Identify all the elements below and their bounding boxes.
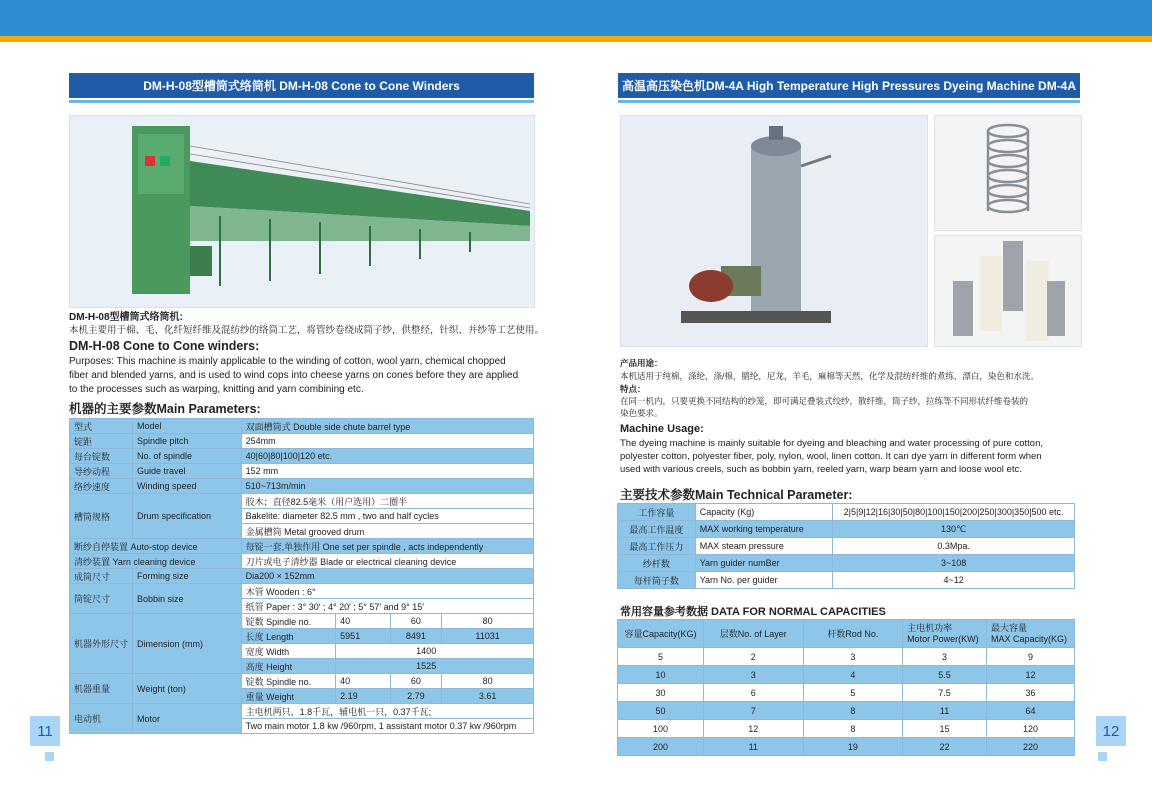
param-row-forming-size xyxy=(70,569,534,584)
param-label: 断纱自停装置 Auto-stop device xyxy=(70,539,242,554)
rod-cell: 8 xyxy=(803,720,902,738)
param-cell: 60 xyxy=(390,674,442,689)
usage-en-line-3: used with various creels, such as bobbin yarn, reeled yarn, warp beam yarn and loose wool etc. xyxy=(620,464,1022,475)
max-capacity-cell: 9 xyxy=(987,648,1075,666)
param-value: Dia200 × 152mm xyxy=(241,569,533,584)
tech-label-en: Yarn guider numBer xyxy=(695,555,833,572)
param-cell: 60 xyxy=(390,614,442,629)
motor-power-cell: 11 xyxy=(903,702,987,720)
feature-cn-line-2: 染色要求。 xyxy=(620,408,663,418)
top-color-bar xyxy=(0,0,1152,36)
tech-value: 3~108 xyxy=(833,555,1075,572)
capacity-table xyxy=(617,619,1075,756)
max-capacity-cell: 120 xyxy=(987,720,1075,738)
page-number-right: 12 xyxy=(1096,716,1126,746)
capacity-title: 常用容量参考数据 DATA FOR NORMAL CAPACITIES xyxy=(620,606,886,618)
intro-title-cn: DM-H-08型槽筒式络筒机: xyxy=(69,312,183,323)
usage-en-line-1: The dyeing machine is mainly suitable for dyeing and bleaching and water processing of pure cotton, xyxy=(620,438,1044,449)
tech-row xyxy=(618,555,1075,572)
dyeing-tubes-photo xyxy=(934,235,1082,347)
param-label-en: Bobbin size xyxy=(133,584,242,614)
left-section-banner: DM-H-08型槽筒式络筒机 DM-H-08 Cone to Cone Winders xyxy=(69,73,534,98)
param-label-cn: 机器外形尺寸 xyxy=(70,614,133,674)
param-value: 每锭一套,单独作用 One set per spindle , acts independently xyxy=(241,539,533,554)
param-value: 刀片或电子清纱器 Blade or electrical cleaning device xyxy=(241,554,533,569)
param-cell: 3.61 xyxy=(442,689,534,704)
rod-cell: 4 xyxy=(803,666,902,684)
param-label-cn: 机器重量 xyxy=(70,674,133,704)
usage-cn-text: 本机适用于纯棉，涤纶，涤/棉，腈纶，尼龙，羊毛，麻棉等天然，化学及混纺纤维的煮练，漂白，染色和水洗。 xyxy=(620,371,1039,381)
param-cell: 40 xyxy=(336,614,390,629)
param-label-en: Motor xyxy=(133,704,242,734)
capacity-header: 容量Capacity(KG) xyxy=(618,620,704,648)
decorative-square xyxy=(1098,752,1107,761)
param-sublabel: 锭数 Spindle no. xyxy=(241,674,336,689)
layer-cell: 12 xyxy=(703,720,803,738)
layer-cell: 3 xyxy=(703,666,803,684)
usage-title: Machine Usage: xyxy=(620,423,704,435)
param-label-cn: 锭距 xyxy=(70,434,133,449)
param-sublabel: 高度 Height xyxy=(241,659,336,674)
rod-cell: 5 xyxy=(803,684,902,702)
param-value: 主电机两只，1.8千瓦，辅电机一只，0.37千瓦; xyxy=(241,704,533,719)
param-sublabel: 宽度 Width xyxy=(241,644,336,659)
param-row-model xyxy=(70,419,534,434)
capacity-cell: 200 xyxy=(618,738,704,756)
capacity-row xyxy=(618,684,1075,702)
param-label-en: Guide travel xyxy=(133,464,242,479)
tech-row xyxy=(618,521,1075,538)
params-title: 机器的主要参数Main Parameters: xyxy=(69,402,261,416)
technical-parameter-table xyxy=(617,503,1075,589)
tech-value: 2|5|9|12|16|30|50|80|100|150|200|250|300|350|500 etc. xyxy=(833,504,1075,521)
capacity-row xyxy=(618,666,1075,684)
capacity-cell: 5 xyxy=(618,648,704,666)
motor-power-cell: 7.5 xyxy=(903,684,987,702)
tech-title: 主要技术参数Main Technical Parameter: xyxy=(620,488,853,502)
param-row-dimension xyxy=(70,614,534,629)
param-sublabel: 重量 Weight xyxy=(241,689,336,704)
param-cell: 11031 xyxy=(442,629,534,644)
param-value: Two main motor 1.8 kw /960rpm, 1 assistant motor 0.37 kw /960rpm xyxy=(241,719,533,734)
capacity-row xyxy=(618,738,1075,756)
rod-cell: 19 xyxy=(803,738,902,756)
param-value: 纸管 Paper : 3° 30′ ; 4° 20′ ; 5° 57′ and 9° 15′ xyxy=(241,599,533,614)
param-row-guide-travel xyxy=(70,464,534,479)
param-cell: 2.19 xyxy=(336,689,390,704)
param-label-cn: 每台锭数 xyxy=(70,449,133,464)
tech-value: 4~12 xyxy=(833,572,1075,589)
motor-power-cell: 22 xyxy=(903,738,987,756)
param-value: 金属槽筒 Metal grooved drum xyxy=(241,524,533,539)
tech-label-en: Capacity (Kg) xyxy=(695,504,833,521)
max-capacity-cell: 64 xyxy=(987,702,1075,720)
layer-cell: 7 xyxy=(703,702,803,720)
purposes-line-1: Purposes: This machine is mainly applicable to the winding of cotton, wool yarn, chemical chopped xyxy=(69,356,506,367)
motor-power-cell: 3 xyxy=(903,648,987,666)
motor-power-header xyxy=(903,620,987,648)
max-capacity-cell: 220 xyxy=(987,738,1075,756)
param-row-yarn-cleaning xyxy=(70,554,534,569)
max-capacity-header-en: MAX Capacity(KG) xyxy=(991,633,1068,644)
param-value: 40|60|80|100|120 etc. xyxy=(241,449,533,464)
param-cell: 40 xyxy=(336,674,390,689)
tech-row xyxy=(618,504,1075,521)
tech-label-cn: 最高工作压力 xyxy=(618,538,696,555)
param-value: 双面槽筒式 Double side chute barrel type xyxy=(241,419,533,434)
rod-cell: 8 xyxy=(803,702,902,720)
param-value: 152 mm xyxy=(241,464,533,479)
capacity-row xyxy=(618,720,1075,738)
rod-header: 杆数Rod No. xyxy=(803,620,902,648)
param-cell: 80 xyxy=(442,614,534,629)
param-value: 木管 Wooden : 6° xyxy=(241,584,533,599)
tech-label-en: MAX steam pressure xyxy=(695,538,833,555)
motor-power-cell: 15 xyxy=(903,720,987,738)
capacity-row xyxy=(618,648,1075,666)
cone-winder-photo xyxy=(69,115,535,308)
tech-value: 0.3Mpa. xyxy=(833,538,1075,555)
main-parameters-table xyxy=(69,418,534,734)
top-accent-stripe xyxy=(0,36,1152,42)
param-sublabel: 锭数 Spindle no. xyxy=(241,614,336,629)
param-label-en: Dimension (mm) xyxy=(133,614,242,674)
motor-power-cell: 5.5 xyxy=(903,666,987,684)
max-capacity-cell: 12 xyxy=(987,666,1075,684)
tech-label-cn: 最高工作温度 xyxy=(618,521,696,538)
motor-power-header-cn: 主电机功率 xyxy=(907,622,953,633)
param-cell: 1525 xyxy=(336,659,534,674)
param-row-weight xyxy=(70,674,534,689)
param-cell: 80 xyxy=(442,674,534,689)
param-value: 254mm xyxy=(241,434,533,449)
feature-cn-title: 特点： xyxy=(620,384,646,394)
param-row-winding-speed xyxy=(70,479,534,494)
param-row-spindle-count xyxy=(70,449,534,464)
param-label-cn: 络纱速度 xyxy=(70,479,133,494)
param-cell: 2.79 xyxy=(390,689,442,704)
param-cell: 8491 xyxy=(390,629,442,644)
param-value: Bakelite: diameter 82.5 mm , two and half cycles xyxy=(241,509,533,524)
tech-label-en: Yarn No. per guider xyxy=(695,572,833,589)
param-row-auto-stop xyxy=(70,539,534,554)
param-label-cn: 电动机 xyxy=(70,704,133,734)
layer-cell: 11 xyxy=(703,738,803,756)
param-cell: 5951 xyxy=(336,629,390,644)
capacity-cell: 30 xyxy=(618,684,704,702)
dyeing-machine-photo xyxy=(620,115,928,347)
param-cell: 1400 xyxy=(336,644,534,659)
tech-label-cn: 每杆筒子数 xyxy=(618,572,696,589)
max-capacity-header xyxy=(987,620,1075,648)
tech-row xyxy=(618,572,1075,589)
motor-power-header-en: Motor Power(KW) xyxy=(907,633,979,644)
param-label-en: No. of spindle xyxy=(133,449,242,464)
capacity-cell: 50 xyxy=(618,702,704,720)
capacity-cell: 100 xyxy=(618,720,704,738)
purposes-line-2: fiber and blended yarns, and is used to wind cops into cheese yarns on cones before they are applied xyxy=(69,370,519,381)
tech-label-cn: 工作容量 xyxy=(618,504,696,521)
param-label-en: Drum specification xyxy=(133,494,242,539)
spiral-creel-photo xyxy=(934,115,1082,231)
max-capacity-header-cn: 最大容量 xyxy=(991,622,1028,633)
left-title-en: DM-H-08 Cone to Cone winders: xyxy=(69,339,260,353)
param-row-drum-spec xyxy=(70,494,534,509)
tech-value: 130℃ xyxy=(833,521,1075,538)
usage-en-line-2: polyester cotton, polyester fiber, poly, nylon, wool, linen cotton. It can dye yarn in different form when xyxy=(620,451,1042,462)
right-section-banner: 高温高压染色机DM-4A High Temperature High Pressures Dyeing Machine DM-4A xyxy=(618,73,1080,98)
param-label-cn: 筒锭尺寸 xyxy=(70,584,133,614)
param-row-bobbin-size xyxy=(70,584,534,599)
param-sublabel: 长度 Length xyxy=(241,629,336,644)
param-label-en: Spindle pitch xyxy=(133,434,242,449)
param-label-cn: 槽筒规格 xyxy=(70,494,133,539)
param-row-spindle-pitch xyxy=(70,434,534,449)
param-label-en: Winding speed xyxy=(133,479,242,494)
tech-label-cn: 纱杆数 xyxy=(618,555,696,572)
intro-text-cn: 本机主要用于棉、毛、化纤短纤维及混纺纱的络筒工艺，将管纱卷绕成筒子纱，供整经，针织、并纱等工艺使用。 xyxy=(69,325,545,336)
capacity-row xyxy=(618,702,1075,720)
param-label: 清纱装置 Yarn cleaning device xyxy=(70,554,242,569)
param-label-cn: 导纱动程 xyxy=(70,464,133,479)
param-label-en: Forming size xyxy=(133,569,242,584)
rod-cell: 3 xyxy=(803,648,902,666)
param-label-en: Model xyxy=(133,419,242,434)
page-number-left: 11 xyxy=(30,716,60,746)
decorative-square xyxy=(45,752,54,761)
tech-label-en: MAX working temperature xyxy=(695,521,833,538)
param-label-cn: 型式 xyxy=(70,419,133,434)
layer-cell: 6 xyxy=(703,684,803,702)
param-label-cn: 成筒尺寸 xyxy=(70,569,133,584)
usage-cn-title: 产品用途： xyxy=(620,358,663,368)
purposes-line-3: to the processes such as warping, knitting and yarn combining etc. xyxy=(69,384,364,395)
param-label-en: Weight (ton) xyxy=(133,674,242,704)
capacity-header-row xyxy=(618,620,1075,648)
param-row-motor xyxy=(70,704,534,719)
param-value: 胶木；直径82.5毫米（用户选用）二圈半 xyxy=(241,494,533,509)
layer-header: 层数No. of Layer xyxy=(703,620,803,648)
param-value: 510~713m/min xyxy=(241,479,533,494)
max-capacity-cell: 36 xyxy=(987,684,1075,702)
feature-cn-line-1: 在同一机内，只要更换不同结构的纱笼，即可满足叠装式绞纱，散纤维，筒子纱，拉练等不同形状纤维卷装的 xyxy=(620,396,1029,406)
tech-row xyxy=(618,538,1075,555)
layer-cell: 2 xyxy=(703,648,803,666)
capacity-cell: 10 xyxy=(618,666,704,684)
